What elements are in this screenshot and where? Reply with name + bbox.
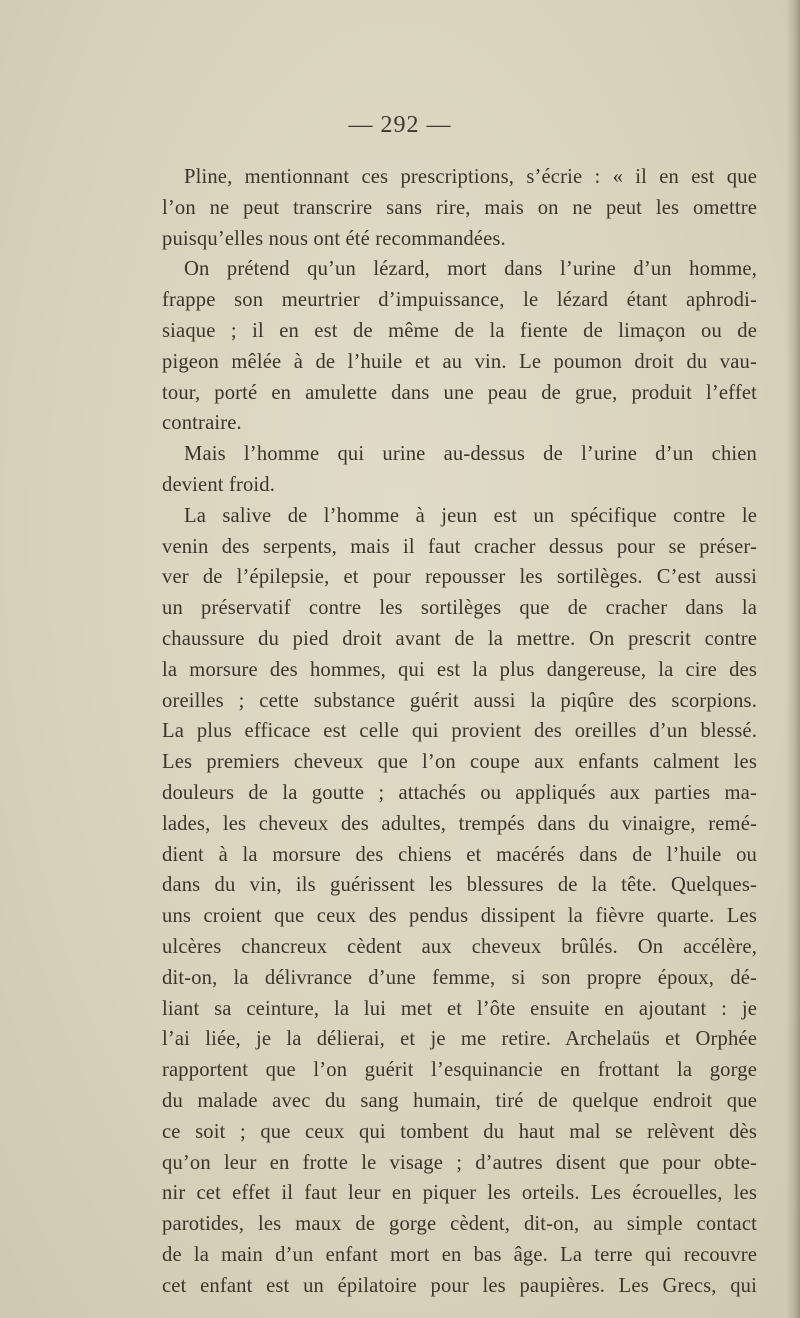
text-line: ulcères chancreux cèdent aux cheveux brûlés. On accélère, [162,935,757,958]
text-line: dient à la morsure des chiens et macérés dans de l’huile ou [162,843,757,866]
text-line: chaussure du pied droit avant de la mettre. On prescrit contre [162,627,757,650]
text-line: la morsure des hommes, qui est la plus dangereuse, la cire des [162,658,757,681]
text-line: parotides, les maux de gorge cèdent, dit-on, au simple contact [162,1213,757,1236]
text-line: nir cet effet il faut leur en piquer les orteils. Les écrouelles, les [162,1182,757,1205]
text-line: frappe son meurtrier d’impuissance, le lézard étant aphrodi- [162,289,757,312]
text-line: oreilles ; cette substance guérit aussi la piqûre des scorpions. [162,689,757,712]
text-line: ver de l’épilepsie, et pour repousser les sortilèges. C’est aussi [162,566,757,589]
text-line: cet enfant est un épilatoire pour les paupières. Les Grecs, qui [162,1274,757,1297]
text-line: Les premiers cheveux que l’on coupe aux enfants calment les [162,751,757,774]
text-line: uns croient que ceux des pendus dissipent la fièvre quarte. Les [162,905,757,928]
body-text [162,162,757,1301]
text-line: lades, les cheveux des adultes, trempés dans du vinaigre, remé- [162,812,757,835]
text-line: qu’on leur en frotte le visage ; d’autres disent que pour obte- [162,1151,757,1174]
text-line: puisqu’elles nous ont été recommandées. [162,227,506,250]
text-line: La salive de l’homme à jeun est un spécifique contre le [184,504,757,527]
text-line: La plus efficace est celle qui provient des oreilles d’un blessé. [162,720,757,743]
text-line: rapportent que l’on guérit l’esquinancie en frottant la gorge [162,1059,757,1082]
text-line: Mais l’homme qui urine au-dessus de l’urine d’un chien [184,443,757,466]
text-line: dans du vin, ils guérissent les blessures de la tête. Quelques- [162,874,757,897]
text-line: tour, porté en amulette dans une peau de grue, produit l’effet [162,381,757,404]
text-line: devient froid. [162,473,276,496]
text-line: liant sa ceinture, la lui met et l’ôte ensuite en ajoutant : je [162,997,757,1020]
page-edge-shadow [786,0,800,1318]
text-line: du malade avec du sang humain, tiré de quelque endroit que [162,1089,757,1112]
page-number: — 292 — [348,112,452,138]
text-line: Pline, mentionnant ces prescriptions, s’écrie : « il en est que [184,166,757,188]
text-line: contraire. [162,412,242,435]
text-line: l’on ne peut transcrire sans rire, mais on ne peut les omettre [162,196,757,219]
text-line: un préservatif contre les sortilèges que de cracher dans la [162,597,757,620]
text-line: dit-on, la délivrance d’une femme, si son propre époux, dé- [162,966,757,989]
text-line: On prétend qu’un lézard, mort dans l’urine d’un homme, [184,258,757,281]
text-line: ce soit ; que ceux qui tombent du haut mal se relèvent dès [162,1120,757,1143]
text-line: siaque ; il en est de même de la fiente de limaçon ou de [162,319,757,342]
text-line: l’ai liée, je la délierai, et je me retire. Archelaüs et Orphée [162,1028,757,1051]
text-line: douleurs de la goutte ; attachés ou appliqués aux parties ma- [162,781,757,804]
text-line: pigeon mêlée à de l’huile et au vin. Le poumon droit du vau- [162,350,757,373]
text-line: venin des serpents, mais il faut cracher dessus pour se préser- [162,535,757,558]
text-line: de la main d’un enfant mort en bas âge. La terre qui recouvre [162,1243,757,1266]
